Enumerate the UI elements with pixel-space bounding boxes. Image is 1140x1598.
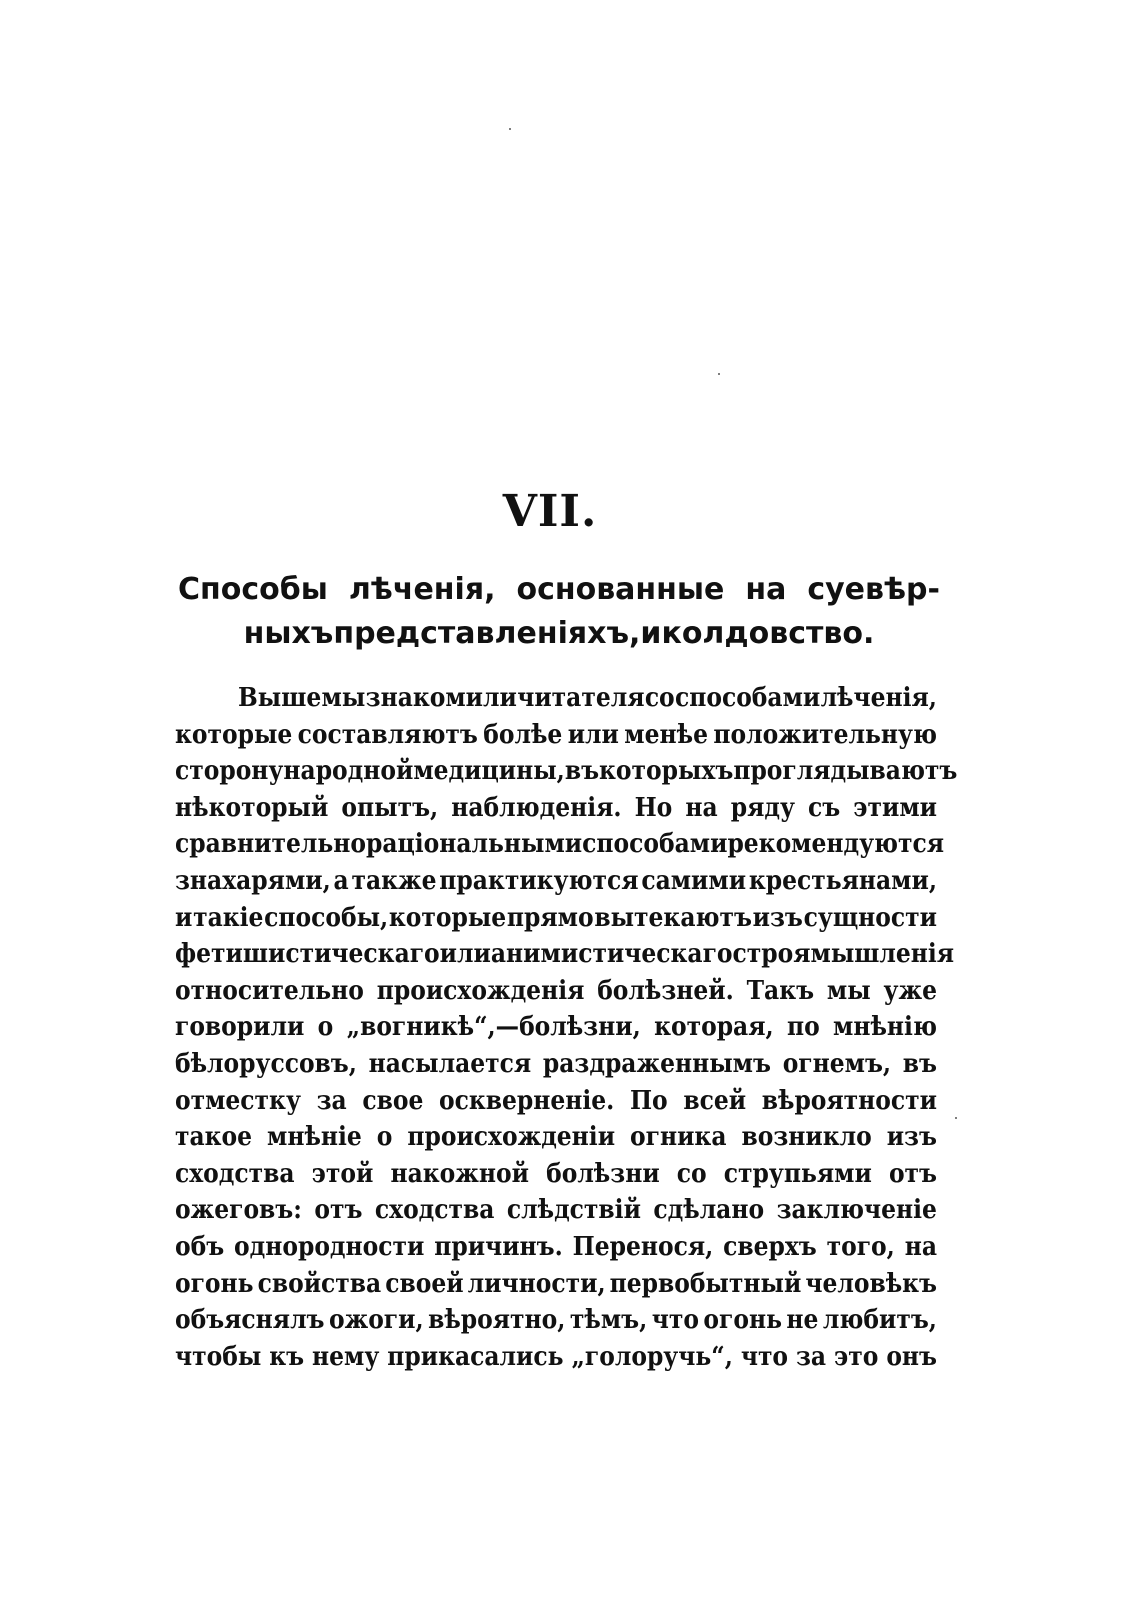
word: говорили bbox=[175, 1012, 305, 1043]
word: лѣченія, bbox=[348, 572, 496, 607]
text-line bbox=[175, 863, 937, 900]
word: строя bbox=[732, 939, 811, 970]
word: проглядываютъ bbox=[733, 756, 958, 787]
word: крестьянами, bbox=[748, 865, 937, 896]
word: сходства bbox=[374, 1195, 495, 1226]
text-line bbox=[175, 1339, 937, 1376]
word: которая, bbox=[654, 1012, 774, 1043]
word: способами bbox=[582, 829, 728, 860]
word: рекомендуются bbox=[727, 829, 945, 860]
word: ряду bbox=[730, 792, 795, 823]
word: болѣзней. bbox=[597, 975, 734, 1006]
word: личности, bbox=[467, 1268, 606, 1299]
word: анимистическаго bbox=[490, 939, 733, 970]
word: нѣкоторый bbox=[175, 792, 329, 823]
word: всей bbox=[683, 1085, 747, 1116]
word: такое bbox=[175, 1122, 253, 1153]
word: лѣченія, bbox=[820, 683, 937, 713]
word: первобытный bbox=[609, 1268, 802, 1299]
chapter-title bbox=[178, 568, 940, 656]
text-line bbox=[175, 1156, 937, 1193]
word: о bbox=[376, 1122, 393, 1153]
word: со bbox=[676, 1158, 707, 1189]
word: этой bbox=[311, 1158, 374, 1189]
text-line bbox=[175, 680, 937, 717]
word: возникло bbox=[741, 1122, 872, 1153]
word: фетишистическаго bbox=[175, 939, 440, 970]
word: любитъ, bbox=[822, 1305, 937, 1336]
word: на bbox=[685, 792, 718, 823]
word: объяснялъ bbox=[175, 1305, 325, 1336]
word: способами bbox=[674, 683, 821, 713]
word: этими bbox=[853, 792, 937, 823]
word: свое bbox=[362, 1085, 424, 1116]
text-line bbox=[175, 1302, 937, 1339]
word: ожоги, bbox=[328, 1305, 424, 1336]
chapter-title-line bbox=[178, 612, 940, 656]
word: причинъ. bbox=[434, 1231, 563, 1262]
word: со bbox=[644, 683, 675, 713]
word: и bbox=[175, 902, 193, 933]
word: однородности bbox=[234, 1231, 425, 1262]
text-line bbox=[175, 1083, 937, 1120]
word: о bbox=[317, 1012, 334, 1043]
word: чтобы bbox=[175, 1341, 262, 1372]
word: съ bbox=[807, 792, 841, 823]
text-line bbox=[175, 1009, 937, 1046]
text-line bbox=[175, 753, 958, 790]
word: знакомили bbox=[365, 683, 517, 713]
word: сдѣлано bbox=[653, 1195, 765, 1226]
word: заключеніе bbox=[776, 1195, 937, 1226]
text-line bbox=[175, 826, 945, 863]
text-line bbox=[175, 1046, 937, 1083]
word: которыхъ bbox=[599, 756, 734, 787]
word: положительную bbox=[713, 719, 937, 750]
word: происхожденіи bbox=[407, 1122, 616, 1153]
word: оскверненіе. bbox=[439, 1085, 615, 1116]
text-line bbox=[175, 717, 937, 754]
word: не bbox=[786, 1305, 819, 1336]
word: сущности bbox=[803, 902, 937, 933]
word: того, bbox=[826, 1231, 895, 1262]
word: своей bbox=[385, 1268, 464, 1299]
word: наблюденія. bbox=[451, 792, 622, 823]
scan-speck bbox=[955, 1117, 957, 1119]
word: тѣмъ, bbox=[569, 1305, 648, 1336]
scan-speck bbox=[718, 373, 720, 375]
word: нему bbox=[312, 1341, 380, 1372]
word: Способы bbox=[178, 572, 328, 607]
word: „голоручь“, bbox=[571, 1341, 733, 1372]
word: а bbox=[333, 865, 349, 896]
word: человѣкъ bbox=[805, 1268, 937, 1299]
word: огника bbox=[630, 1122, 727, 1153]
word: суевѣр- bbox=[807, 572, 940, 607]
word: мышленія bbox=[810, 939, 955, 970]
word: прикасались bbox=[387, 1341, 564, 1372]
word: болѣе bbox=[483, 719, 563, 750]
word: изъ bbox=[752, 902, 803, 933]
text-line bbox=[175, 900, 937, 937]
word: основанные bbox=[516, 572, 725, 607]
word: Выше bbox=[238, 683, 322, 713]
word: что bbox=[740, 1341, 789, 1372]
word: мнѣніе bbox=[267, 1122, 362, 1153]
scan-speck bbox=[509, 128, 511, 130]
word: прямо bbox=[506, 902, 594, 933]
word: мнѣнію bbox=[833, 1012, 937, 1043]
word: которые bbox=[175, 719, 293, 750]
word: бѣлоруссовъ, bbox=[175, 1048, 357, 1079]
word: что bbox=[651, 1305, 699, 1336]
word: по bbox=[786, 1012, 820, 1043]
word: уже bbox=[883, 975, 937, 1006]
word: свойства bbox=[257, 1268, 382, 1299]
word: огонь bbox=[175, 1268, 254, 1299]
word: раціональными bbox=[365, 829, 583, 860]
word: въ bbox=[902, 1048, 937, 1079]
word: Перенося, bbox=[572, 1231, 714, 1262]
text-line bbox=[175, 936, 955, 973]
word: Но bbox=[634, 792, 673, 823]
text-line bbox=[175, 1119, 937, 1156]
word: читателя bbox=[517, 683, 645, 713]
word: отъ bbox=[888, 1158, 937, 1189]
word: насылается bbox=[368, 1048, 532, 1079]
word: практикуются bbox=[439, 865, 639, 896]
word: раздраженнымъ bbox=[542, 1048, 771, 1079]
word: и bbox=[640, 616, 662, 651]
word: или bbox=[439, 939, 491, 970]
word: болѣзни bbox=[546, 1158, 660, 1189]
text-line bbox=[175, 790, 937, 827]
word: огнемъ, bbox=[782, 1048, 892, 1079]
word: отместку bbox=[175, 1085, 301, 1116]
word: накожной bbox=[390, 1158, 529, 1189]
word: это bbox=[834, 1341, 879, 1372]
word: составляютъ bbox=[297, 719, 478, 750]
word: сходства bbox=[175, 1158, 295, 1189]
word: медицины, bbox=[413, 756, 565, 787]
word: такіе bbox=[193, 902, 264, 933]
word: „вогникѣ“,—болѣзни, bbox=[346, 1012, 641, 1043]
word: вѣроятности bbox=[761, 1085, 937, 1116]
text-line bbox=[175, 1229, 937, 1266]
word: за bbox=[795, 1341, 827, 1372]
word: мы bbox=[321, 683, 366, 713]
text-line bbox=[175, 1266, 937, 1303]
word: знахарями, bbox=[175, 865, 331, 896]
word: изъ bbox=[886, 1122, 937, 1153]
word: происхожденія bbox=[376, 975, 585, 1006]
word: сверхъ bbox=[723, 1231, 817, 1262]
word: вѣроятно, bbox=[428, 1305, 566, 1336]
chapter-title-line bbox=[178, 568, 940, 612]
body-paragraph bbox=[175, 680, 958, 1375]
word: или bbox=[567, 719, 619, 750]
word: опытъ, bbox=[341, 792, 439, 823]
word: народной bbox=[283, 756, 414, 787]
word: представленіяхъ, bbox=[333, 616, 641, 651]
word: мы bbox=[826, 975, 871, 1006]
chapter-number: VII. bbox=[502, 486, 598, 537]
text-line bbox=[175, 973, 937, 1010]
word: струпьями bbox=[723, 1158, 872, 1189]
word: онъ bbox=[886, 1341, 937, 1372]
word: въ bbox=[564, 756, 600, 787]
word: огонь bbox=[703, 1305, 782, 1336]
word: за bbox=[316, 1085, 347, 1116]
word: ныхъ bbox=[243, 616, 334, 651]
word: которые bbox=[388, 902, 507, 933]
word: менѣе bbox=[624, 719, 708, 750]
word: слѣдствій bbox=[506, 1195, 641, 1226]
text-line bbox=[175, 1192, 937, 1229]
word: самими bbox=[641, 865, 747, 896]
word: вытекаютъ bbox=[594, 902, 752, 933]
word: ожеговъ: bbox=[175, 1195, 302, 1226]
word: сравнительно bbox=[175, 829, 366, 860]
word: Такъ bbox=[746, 975, 815, 1006]
word: относительно bbox=[175, 975, 364, 1006]
word: отъ bbox=[314, 1195, 363, 1226]
word: также bbox=[351, 865, 437, 896]
word: По bbox=[629, 1085, 668, 1116]
word: сторону bbox=[175, 756, 284, 787]
word: къ bbox=[269, 1341, 305, 1372]
word: на bbox=[904, 1231, 937, 1262]
word: колдовство. bbox=[661, 616, 875, 651]
word: на bbox=[745, 572, 787, 607]
word: способы, bbox=[264, 902, 389, 933]
word: объ bbox=[175, 1231, 225, 1262]
